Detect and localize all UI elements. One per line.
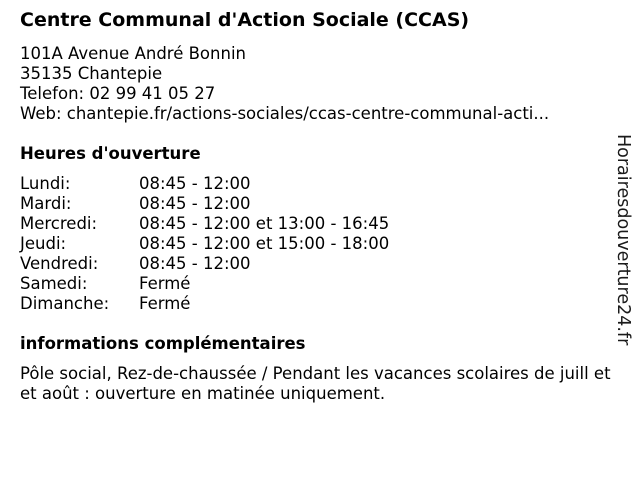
- day-label: Lundi:: [20, 174, 71, 193]
- street-address: 101A Avenue André Bonnin: [20, 44, 246, 63]
- day-label: Mardi:: [20, 194, 72, 213]
- day-hours: 08:45 - 12:00: [139, 174, 251, 193]
- day-hours: 08:45 - 12:00 et 15:00 - 18:00: [139, 234, 390, 253]
- day-label: Jeudi:: [20, 234, 67, 253]
- day-hours: 08:45 - 12:00 et 13:00 - 16:45: [139, 214, 390, 233]
- day-hours: 08:45 - 12:00: [139, 254, 251, 273]
- website-link[interactable]: Web: chantepie.fr/actions-sociales/ccas-centre-communal-acti...: [20, 104, 550, 123]
- day-hours: Fermé: [139, 294, 191, 313]
- day-label: Samedi:: [20, 274, 88, 293]
- day-hours: 08:45 - 12:00: [139, 194, 251, 213]
- info-heading: informations complémentaires: [20, 334, 306, 353]
- day-label: Dimanche:: [20, 294, 110, 313]
- watermark: Horairesdouverture24.fr: [613, 134, 633, 346]
- address-block: [20, 44, 549, 124]
- day-label: Mercredi:: [20, 214, 98, 233]
- hours-heading: Heures d'ouverture: [20, 144, 201, 163]
- city-postal-code: 35135 Chantepie: [20, 64, 163, 83]
- page-title: Centre Communal d'Action Sociale (CCAS): [20, 9, 470, 31]
- info-text: Pôle social, Rez-de-chaussée / Pendant les vacances scolaires de juill et et août : ouverture en matinée uniquement.: [20, 364, 611, 403]
- phone-number[interactable]: Telefon: 02 99 41 05 27: [20, 84, 216, 103]
- day-hours: Fermé: [139, 274, 191, 293]
- day-label: Vendredi:: [20, 254, 99, 273]
